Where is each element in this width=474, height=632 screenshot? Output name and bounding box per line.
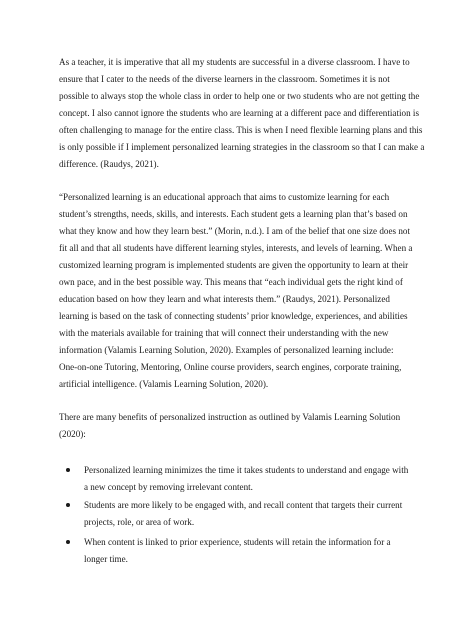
text-line: artificial intelligence. (Valamis Learning Solution, 2020).: [59, 379, 269, 389]
bullet-icon: [66, 468, 70, 472]
text-line: Students are more likely to be engaged with, and recall content that targets their current: [84, 500, 403, 510]
text-line: what they know and how they learn best.” (Morin, n.d.). I am of the belief that one size does not: [59, 226, 410, 236]
text-line: learning is based on the task of connecting students’ prior knowledge, experiences, and abilities: [59, 311, 408, 321]
text-line: information (Valamis Learning Solution, 2020). Examples of personalized learning include:: [59, 345, 394, 355]
text-line: (2020):: [59, 429, 86, 439]
text-line: When content is linked to prior experience, students will retain the information for a: [84, 537, 391, 547]
text-line: often challenging to manage for the entire class. This is when I need flexible learning plans and this: [59, 125, 423, 135]
text-line: fit all and that all students have different learning styles, interests, and levels of learning. When a: [59, 243, 413, 253]
text-line: possible to always stop the whole class in order to help one or two students who are not getting the: [59, 91, 420, 101]
text-line: with the materials available for training that will connect their understanding with the new: [59, 328, 389, 338]
text-line: “Personalized learning is an educational approach that aims to customize learning for each: [59, 192, 390, 202]
text-line: education based on how they learn and what interests them.” (Raudys, 2021). Personalized: [59, 294, 390, 304]
text-line: projects, role, or area of work.: [84, 517, 195, 527]
text-line: concept. I also cannot ignore the students who are learning at a different pace and differentiation is: [59, 108, 420, 118]
bullet-icon: [66, 540, 70, 544]
text-line: student’s strengths, needs, skills, and interests. Each student gets a learning plan that’s based on: [59, 209, 408, 219]
text-line: Personalized learning minimizes the time it takes students to understand and engage with: [84, 465, 409, 475]
text-line: ensure that I cater to the needs of the diverse learners in the classroom. Sometimes it is not: [59, 74, 390, 84]
text-line: is only possible if I implement personalized learning strategies in the classroom so that I can make a: [59, 142, 425, 152]
text-line: There are many benefits of personalized instruction as outlined by Valamis Learning Solution: [59, 412, 401, 422]
text-line: a new concept by removing irrelevant content.: [84, 482, 253, 492]
text-line: As a teacher, it is imperative that all my students are successful in a diverse classroom. I have to: [59, 57, 410, 67]
text-line: customized learning program is implemented students are given the opportunity to learn at their: [59, 260, 409, 270]
text-line: longer time.: [84, 554, 128, 564]
text-line: difference. (Raudys, 2021).: [59, 159, 159, 169]
text-line: own pace, and in the best possible way. This means that “each individual gets the right kind of: [59, 277, 403, 287]
text-line: One-on-one Tutoring, Mentoring, Online course providers, search engines, corporate training,: [59, 362, 402, 372]
bullet-icon: [66, 503, 70, 507]
